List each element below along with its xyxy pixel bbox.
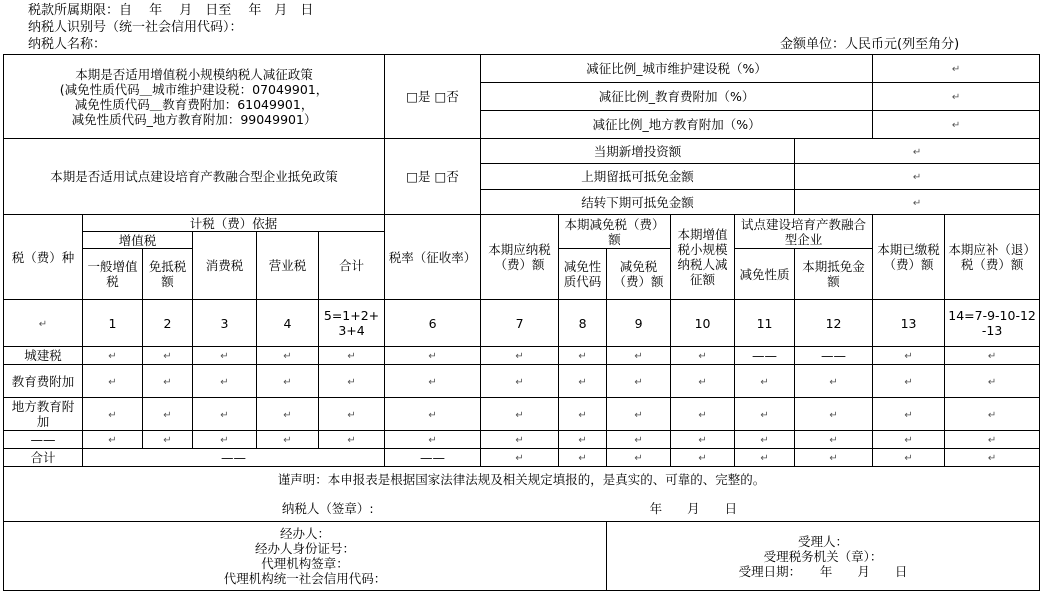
col-reduction: 本期减免税（费）额	[559, 215, 671, 249]
data-cell[interactable]: ↵	[735, 449, 795, 467]
tax-return-form	[3, 54, 1040, 591]
data-cell[interactable]: ↵	[319, 398, 385, 431]
data-cell[interactable]: ↵	[671, 365, 735, 398]
col-number: 11	[735, 300, 795, 347]
col-payable: 本期应纳税（费）额	[481, 215, 559, 300]
col-number: 3	[193, 300, 257, 347]
table-row	[4, 398, 1040, 431]
col-number: 9	[607, 300, 671, 347]
policy2-row-label: 结转下期可抵免金额	[481, 190, 795, 215]
data-cell[interactable]: ↵	[945, 398, 1040, 431]
col-pilot-credit: 本期抵免金额	[795, 249, 873, 300]
data-cell[interactable]: ↵	[257, 347, 319, 365]
data-cell[interactable]: ↵	[873, 398, 945, 431]
col-general-vat: 一般增值税	[83, 249, 143, 300]
receipt-date-label: 受理日期： 年 月 日	[738, 563, 908, 579]
data-cell[interactable]: ↵	[795, 449, 873, 467]
data-cell[interactable]: ↵	[481, 449, 559, 467]
table-row	[4, 431, 1040, 449]
col-vat: 增值税	[83, 232, 193, 249]
receiver-section	[607, 522, 1040, 591]
col-refund: 本期应补（退）税（费）额	[945, 215, 1040, 300]
data-cell[interactable]: ↵	[385, 431, 481, 449]
col-exempt-vat: 免抵税额	[143, 249, 193, 300]
data-cell[interactable]: ↵	[607, 347, 671, 365]
data-cell[interactable]: ↵	[873, 347, 945, 365]
table-row	[4, 449, 1040, 467]
row-label-local-education: 地方教育附加	[4, 398, 83, 431]
data-cell[interactable]: ↵	[319, 347, 385, 365]
data-cell[interactable]: ↵	[795, 365, 873, 398]
data-cell[interactable]: ↵	[735, 365, 795, 398]
col-number-cell: ↵	[4, 300, 83, 347]
data-cell[interactable]: ↵	[945, 365, 1040, 398]
policy1-value-cell[interactable]: ↵	[873, 111, 1040, 139]
row-label-total: 合计	[4, 449, 83, 467]
col-pilot-code: 减免性质	[735, 249, 795, 300]
data-cell[interactable]: ↵	[607, 398, 671, 431]
col-pilot: 试点建设培育产教融合型企业	[735, 215, 873, 249]
data-cell[interactable]: ↵	[143, 365, 193, 398]
receiving-office-label: 受理税务机关（章）：	[763, 548, 883, 564]
dash-cell: ——	[795, 347, 873, 365]
row-label-education-surcharge: 教育费附加	[4, 365, 83, 398]
signature-date: 年 月 日	[649, 501, 738, 516]
data-cell[interactable]: ↵	[735, 431, 795, 449]
data-cell[interactable]: ↵	[945, 431, 1040, 449]
col-number: 2	[143, 300, 193, 347]
data-cell[interactable]: ↵	[873, 431, 945, 449]
data-cell[interactable]: ↵	[193, 431, 257, 449]
data-cell[interactable]: ↵	[873, 449, 945, 467]
data-cell[interactable]: ↵	[671, 431, 735, 449]
row-label-urban-tax: 城建税	[4, 347, 83, 365]
data-cell[interactable]: ↵	[193, 365, 257, 398]
data-cell[interactable]: ↵	[671, 449, 735, 467]
col-number: 13	[873, 300, 945, 347]
handler-id-label: 经办人身份证号：	[255, 541, 356, 556]
amount-unit: 金额单位：人民币元(列至角分)	[780, 37, 960, 52]
data-cell[interactable]: ↵	[83, 347, 143, 365]
agency-code-label: 代理机构统一社会信用代码：	[223, 571, 387, 586]
policy2-choice-checkbox[interactable]: □是 □否	[385, 139, 481, 215]
col-reduction-amount: 减免税（费）额	[607, 249, 671, 300]
col-business: 营业税	[257, 232, 319, 300]
policy2-row-label: 上期留抵可抵免金额	[481, 164, 795, 190]
receiver-label: 受理人：	[798, 533, 849, 549]
data-cell[interactable]: ↵	[559, 347, 607, 365]
data-cell[interactable]: ↵	[83, 398, 143, 431]
handler-label: 经办人：	[280, 526, 331, 541]
col-number: 12	[795, 300, 873, 347]
data-cell[interactable]: ↵	[83, 365, 143, 398]
policy1-row-label: 减征比例_教育费附加（%）	[481, 83, 873, 111]
policy2-row-label: 当期新增投资额	[481, 139, 795, 164]
table-row	[4, 347, 1040, 365]
col-basis: 计税（费）依据	[83, 215, 385, 232]
dash-cell: ——	[4, 431, 83, 449]
data-cell[interactable]: ↵	[607, 449, 671, 467]
data-cell[interactable]: ↵	[795, 398, 873, 431]
taxpayer-name-label: 纳税人名称：	[28, 37, 107, 52]
data-cell[interactable]: ↵	[945, 449, 1040, 467]
tax-period: 税款所属期限：自 年 月 日至 年 月 日	[28, 3, 314, 18]
data-cell[interactable]: ↵	[257, 398, 319, 431]
declaration-text: 谨声明：本申报表是根据国家法律法规及相关规定填报的，是真实的、可靠的、完整的。	[277, 472, 766, 487]
policy2-value-cell[interactable]: ↵	[795, 164, 1040, 190]
col-number: 6	[385, 300, 481, 347]
policy1-value-cell[interactable]: ↵	[873, 83, 1040, 111]
data-cell[interactable]: ↵	[671, 347, 735, 365]
col-paid: 本期已缴税（费）额	[873, 215, 945, 300]
policy2-value-cell[interactable]: ↵	[795, 139, 1040, 164]
data-cell[interactable]: ↵	[559, 449, 607, 467]
policy2-description: 本期是否适用试点建设培育产教融合型企业抵免政策	[4, 139, 385, 215]
data-cell[interactable]: ↵	[385, 365, 481, 398]
policy1-description: 本期是否适用增值税小规模纳税人减征政策 (减免性质代码＿城市维护建设税：07049901， 减免性质代码＿教育费附加：61049901， 减免性质代码_地方教育附加：99049901）	[4, 55, 385, 139]
policy1-choice-checkbox[interactable]: □是 □否	[385, 55, 481, 139]
data-cell[interactable]: ↵	[671, 398, 735, 431]
col-number: 5=1+2+3+4	[319, 300, 385, 347]
col-number: 1	[83, 300, 143, 347]
signature-label: 纳税人（签章）:	[281, 501, 374, 516]
policy1-row-label: 减征比例_地方教育附加（%）	[481, 111, 873, 139]
data-cell[interactable]: ↵	[385, 398, 481, 431]
data-cell[interactable]: ↵	[607, 365, 671, 398]
data-cell[interactable]: ↵	[385, 347, 481, 365]
agent-section	[4, 522, 607, 591]
agency-seal-label: 代理机构签章：	[261, 556, 349, 571]
data-cell[interactable]: ↵	[257, 431, 319, 449]
data-cell[interactable]: ↵	[481, 365, 559, 398]
data-cell[interactable]: ↵	[559, 431, 607, 449]
data-cell[interactable]: ↵	[481, 398, 559, 431]
dash-cell: ——	[83, 449, 385, 467]
col-number: 10	[671, 300, 735, 347]
data-cell[interactable]: ↵	[193, 347, 257, 365]
table-row	[4, 365, 1040, 398]
data-cell[interactable]: ↵	[735, 398, 795, 431]
data-cell[interactable]: ↵	[559, 398, 607, 431]
data-cell[interactable]: ↵	[143, 398, 193, 431]
data-cell[interactable]: ↵	[873, 365, 945, 398]
dash-cell: ——	[735, 347, 795, 365]
data-cell[interactable]: ↵	[607, 431, 671, 449]
declaration-section	[4, 467, 1040, 522]
policy1-row-label: 减征比例_城市维护建设税（%）	[481, 55, 873, 83]
col-consumption: 消费税	[193, 232, 257, 300]
data-cell[interactable]: ↵	[257, 365, 319, 398]
data-cell[interactable]: ↵	[143, 431, 193, 449]
data-cell[interactable]: ↵	[559, 365, 607, 398]
data-cell[interactable]: ↵	[319, 365, 385, 398]
col-number: 7	[481, 300, 559, 347]
col-number: 14=7-9-10-12-13	[945, 300, 1040, 347]
policy2-value-cell[interactable]: ↵	[795, 190, 1040, 215]
data-cell[interactable]: ↵	[143, 347, 193, 365]
col-number: 8	[559, 300, 607, 347]
data-cell[interactable]: ↵	[193, 398, 257, 431]
policy1-value-cell[interactable]: ↵	[873, 55, 1040, 83]
col-tax-type: 税（费）种	[4, 215, 83, 300]
taxpayer-id-label: 纳税人识别号（统一社会信用代码）：	[28, 20, 243, 35]
data-cell[interactable]: ↵	[319, 431, 385, 449]
data-cell[interactable]: ↵	[795, 431, 873, 449]
data-cell[interactable]: ↵	[481, 431, 559, 449]
col-small-scale: 本期增值税小规模纳税人减征额	[671, 215, 735, 300]
col-rate: 税率（征收率）	[385, 215, 481, 300]
data-cell[interactable]: ↵	[83, 431, 143, 449]
data-cell[interactable]: ↵	[481, 347, 559, 365]
col-number: 4	[257, 300, 319, 347]
data-cell[interactable]: ↵	[945, 347, 1040, 365]
col-reduction-code: 减免性质代码	[559, 249, 607, 300]
col-total: 合计	[319, 232, 385, 300]
dash-cell: ——	[385, 449, 481, 467]
